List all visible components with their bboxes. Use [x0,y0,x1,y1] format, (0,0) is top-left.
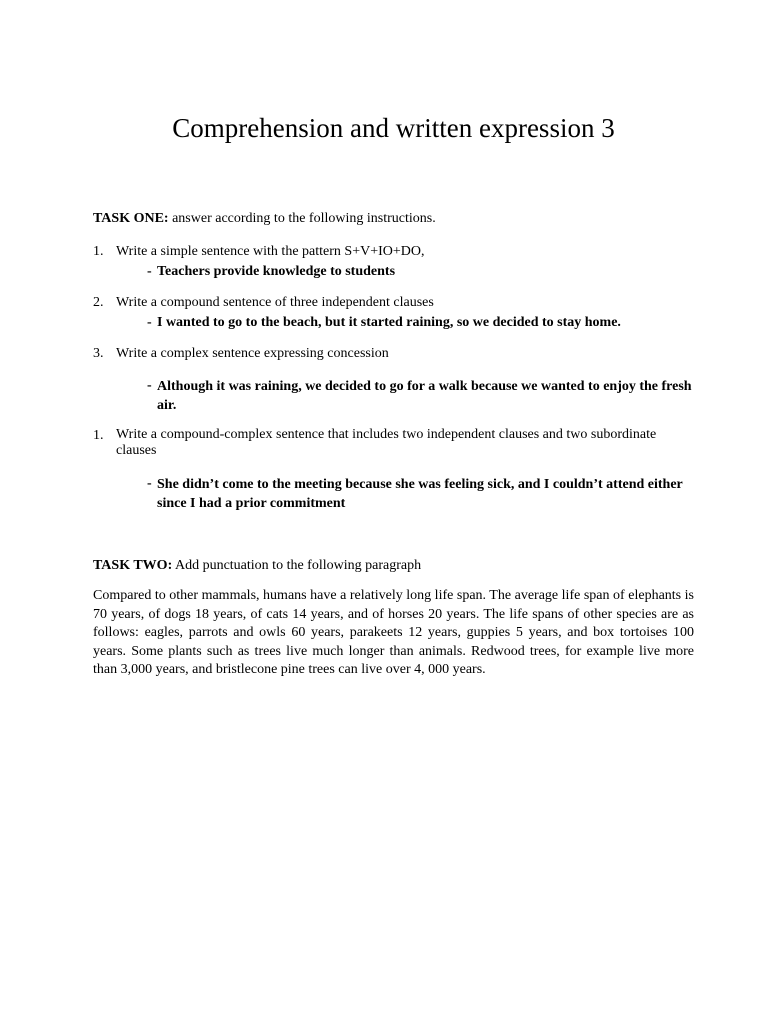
answer-dash: - [147,378,152,393]
item-question: Write a compound-complex sentence that includes two independent clauses and two subordinate clauses [116,427,657,458]
item-question: Write a complex sentence expressing concession [116,346,389,361]
answer-dash: - [147,264,152,279]
task-one-label: TASK ONE: [93,211,169,226]
item-question: Write a simple sentence with the pattern S+V+IO+DO, [116,244,425,259]
task-two-paragraph: Compared to other mammals, humans have a relatively long life span. The average life span of elephants is 70 years, of dogs 18 years, of cats 14 years, and of horses 20 years. The life spans of other species are as follows: eagles, parrots and owls 60 years, parakeets 12 years, guppies 5 years, and box tortoises 100 years. Some plants such as trees live much longer than animals. Redwood trees, for example live more than 3,000 years, and bristlecone pine trees can live over 4, 000 years. [93,588,694,678]
answer-dash: - [147,476,152,491]
task-one-instruction: answer according to the following instructions. [172,211,436,226]
item-answer [147,475,697,513]
item-answer [147,263,697,281]
answer-text: Although it was raining, we decided to go for a walk because we wanted to enjoy the fresh air. [157,379,692,413]
answer-dash: - [147,315,152,330]
task-two-heading [93,557,421,575]
item-number: 3. [93,346,104,361]
answer-text: Teachers provide knowledge to students [157,264,396,279]
task-two-colon: : [167,558,173,573]
answer-text: I wanted to go to the beach, but it started raining, so we decided to stay home. [157,315,621,330]
item-question: Write a compound sentence of three independent clauses [116,295,434,310]
task-one-heading [93,210,436,228]
item-answer [147,314,697,332]
task-two-instruction: Add punctuation to the following paragraph [174,558,422,573]
item-number: 1. [93,428,104,443]
item-answer [147,377,697,415]
item-number: 1. [93,244,104,259]
answer-text: She didn’t come to the meeting because she was feeling sick, and I couldn’t attend either since I had a prior commitment [157,477,683,511]
item-number: 2. [93,295,104,310]
page-title: Comprehension and written expression 3 [172,113,615,143]
task-two-label: TASK TWO [93,558,168,573]
